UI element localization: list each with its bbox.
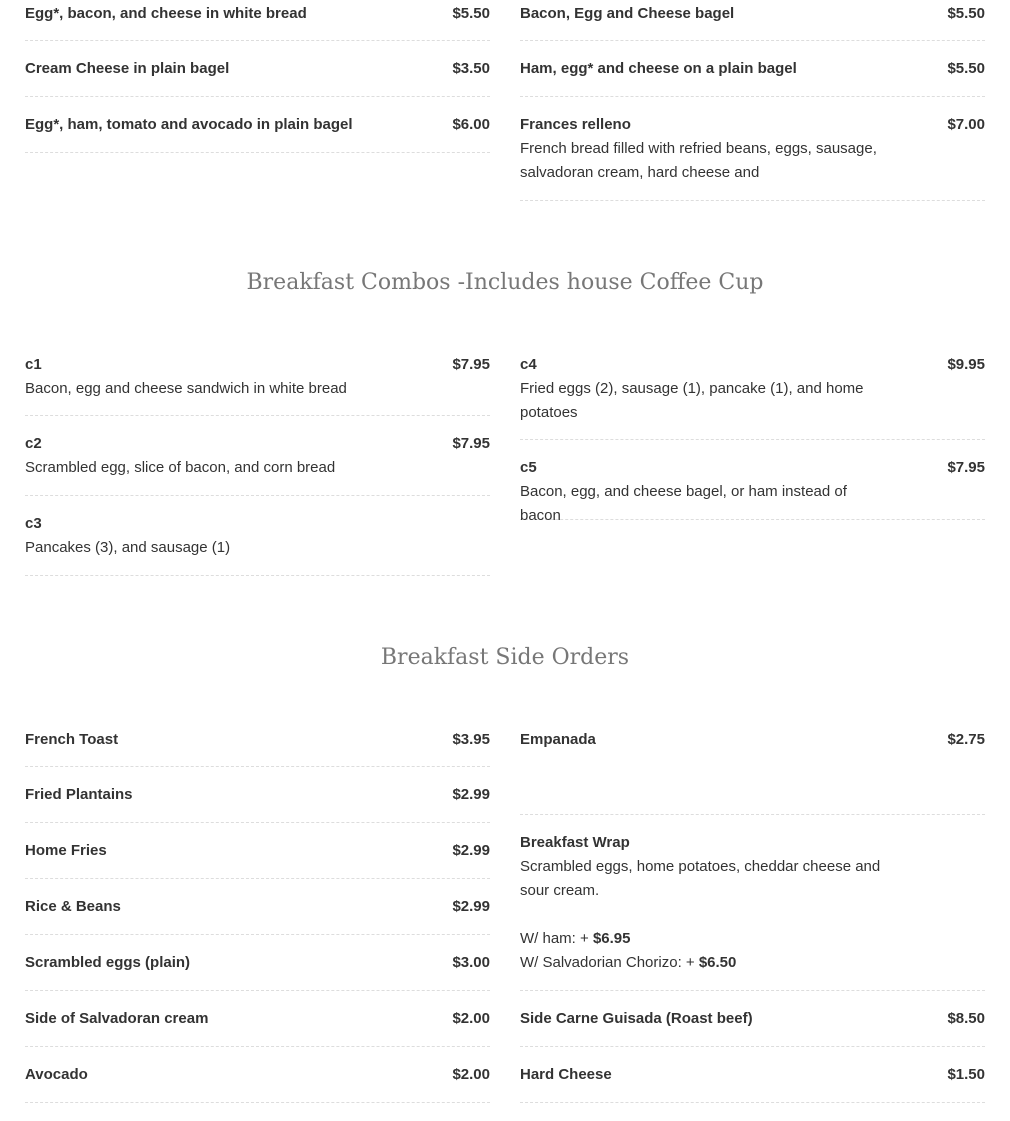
option-label: W/ ham: + xyxy=(520,930,593,947)
item-description: Bacon, egg and cheese sandwich in white bread xyxy=(25,380,347,397)
item-name: Empanada xyxy=(520,731,596,748)
item-name: French Toast xyxy=(25,731,119,748)
menu-item xyxy=(25,97,490,153)
item-price: $2.99 xyxy=(452,898,490,915)
item-price: $2.99 xyxy=(452,842,490,859)
menu-item xyxy=(25,2,490,41)
item-price: $3.95 xyxy=(452,731,490,748)
item-price: $8.50 xyxy=(947,1010,985,1027)
item-name: c3 xyxy=(25,515,42,532)
item-price: $6.00 xyxy=(452,116,490,133)
menu-item xyxy=(520,41,985,97)
menu-item xyxy=(520,728,985,815)
wrap-option-chorizo xyxy=(520,951,890,975)
item-price: $7.00 xyxy=(947,116,985,133)
option-price: $6.50 xyxy=(698,954,737,971)
item-description: French bread filled with refried beans, eggs, sausage, salvadoran cream, hard cheese and xyxy=(520,140,877,181)
item-price: $3.50 xyxy=(452,60,490,77)
item-description: Bacon, egg, and cheese bagel, or ham instead of bacon xyxy=(520,483,847,524)
item-name: Egg*, bacon, and cheese in white bread xyxy=(25,5,307,22)
item-name: Frances relleno xyxy=(520,116,631,133)
item-name: Cream Cheese in plain bagel xyxy=(25,60,230,77)
menu-item xyxy=(25,991,490,1047)
sides-left-column xyxy=(25,728,490,1103)
menu-item xyxy=(25,879,490,935)
menu-item xyxy=(25,416,490,496)
item-price: $7.95 xyxy=(452,356,490,373)
item-name: c2 xyxy=(25,435,42,452)
menu-item xyxy=(25,41,490,97)
item-price: $1.50 xyxy=(947,1066,985,1083)
wrap-option-ham xyxy=(520,927,890,951)
item-price: $3.00 xyxy=(452,954,490,971)
menu-item xyxy=(25,1047,490,1103)
item-name: Avocado xyxy=(25,1066,88,1083)
sides-right-column xyxy=(520,728,985,1103)
item-price: $7.95 xyxy=(947,459,985,476)
section-title-sides: Breakfast Side Orders xyxy=(380,645,630,670)
item-price: $2.75 xyxy=(947,731,985,748)
menu-item xyxy=(25,935,490,991)
item-name: Side Carne Guisada (Roast beef) xyxy=(520,1010,753,1027)
menu-item xyxy=(25,767,490,823)
item-price: $2.00 xyxy=(452,1066,490,1083)
item-name: Egg*, ham, tomato and avocado in plain bagel xyxy=(25,116,353,133)
combos-left-column xyxy=(25,353,490,576)
item-name: Ham, egg* and cheese on a plain bagel xyxy=(520,60,797,77)
item-price: $9.95 xyxy=(947,356,985,373)
item-price: $5.50 xyxy=(947,60,985,77)
menu-item xyxy=(520,353,985,440)
menu-item xyxy=(520,1047,985,1103)
menu-item xyxy=(25,496,490,576)
combos-section xyxy=(25,353,985,576)
option-label: W/ Salvadorian Chorizo: + xyxy=(520,954,699,971)
item-name: c1 xyxy=(25,356,42,373)
item-price: $5.50 xyxy=(452,5,490,22)
item-name: Hard Cheese xyxy=(520,1066,612,1083)
item-name: Bacon, Egg and Cheese bagel xyxy=(520,5,735,22)
section-title-combos: Breakfast Combos -Includes house Coffee Cup xyxy=(246,270,764,295)
top-right-column xyxy=(520,2,985,201)
item-description: Pancakes (3), and sausage (1) xyxy=(25,539,231,556)
item-description: Scrambled eggs, home potatoes, cheddar cheese and sour cream. xyxy=(520,858,881,899)
item-name: Side of Salvadoran cream xyxy=(25,1010,209,1027)
top-menu-section xyxy=(25,2,985,201)
menu-item xyxy=(520,2,985,41)
item-price: $2.00 xyxy=(452,1010,490,1027)
menu-item xyxy=(25,728,490,767)
item-name: Rice & Beans xyxy=(25,898,121,915)
item-name: c4 xyxy=(520,356,537,373)
item-name: Home Fries xyxy=(25,842,107,859)
sides-section xyxy=(25,728,985,1103)
item-name: Breakfast Wrap xyxy=(520,834,630,851)
combos-right-column xyxy=(520,353,985,576)
item-price: $2.99 xyxy=(452,786,490,803)
menu-item xyxy=(520,815,985,991)
top-left-column xyxy=(25,2,490,201)
menu-item xyxy=(520,991,985,1047)
item-price: $7.95 xyxy=(452,435,490,452)
menu-item xyxy=(25,823,490,879)
item-name: c5 xyxy=(520,459,537,476)
item-name: Fried Plantains xyxy=(25,786,133,803)
item-price: $5.50 xyxy=(947,5,985,22)
menu-item xyxy=(520,440,985,524)
item-description: Scrambled egg, slice of bacon, and corn bread xyxy=(25,459,336,476)
menu-item xyxy=(520,97,985,201)
menu-item xyxy=(25,353,490,416)
item-description: Fried eggs (2), sausage (1), pancake (1), and home potatoes xyxy=(520,380,864,421)
item-name: Scrambled eggs (plain) xyxy=(25,954,191,971)
option-price: $6.95 xyxy=(592,930,631,947)
